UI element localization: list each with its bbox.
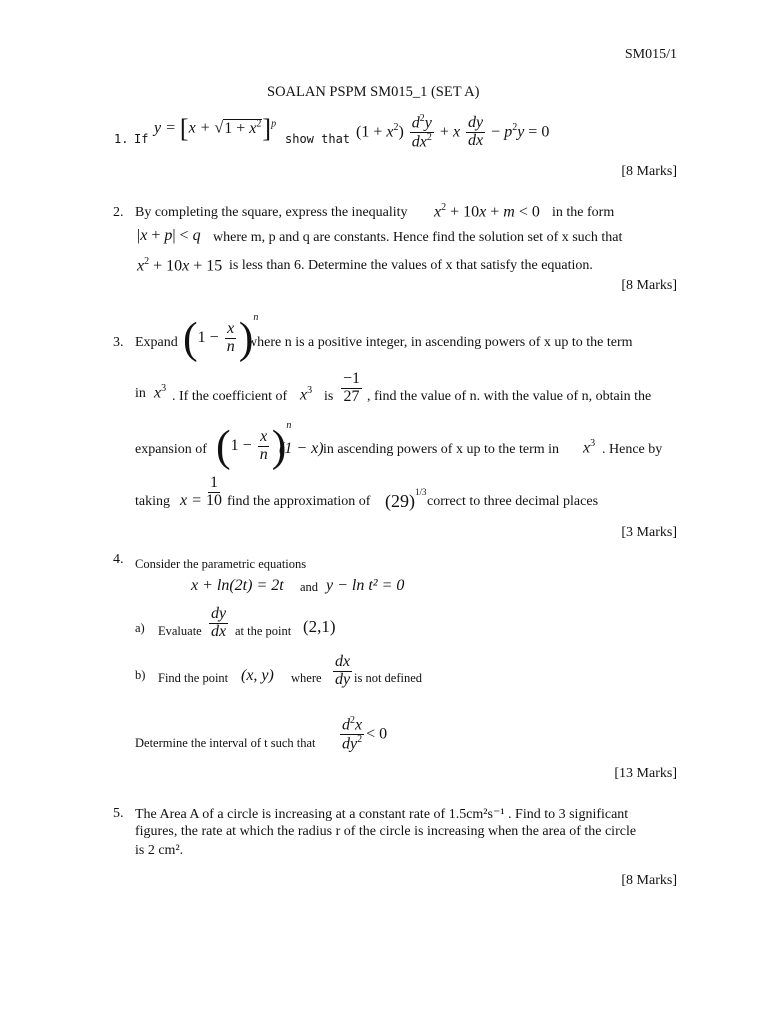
q1-target-equation: $(1 + x^2)$ $\frac{d^2y}{dx^2}$ + x $\frac{dy}{dx}$ − $p^2y = 0$ bbox=[356, 113, 550, 151]
page-title: SOALAN PSPM SM015_1 (SET A) bbox=[267, 84, 480, 100]
q4-part-a-text: Evaluate bbox=[158, 624, 202, 638]
q3-expression-1: (1 − $\frac{x}{n}$ )$^n$ bbox=[183, 312, 259, 363]
q4-equation-a: x + ln(2t) = 2t bbox=[191, 577, 284, 594]
q3-expression-2: (1 − $\frac{x}{n}$ )$^n$ bbox=[216, 420, 292, 471]
q4-part-a-point: (2,1) bbox=[303, 617, 336, 636]
q3-x-cubed-3: $x^3$ bbox=[583, 438, 596, 457]
q3-marks: [3 Marks] bbox=[621, 525, 677, 540]
q5-line3: is 2 cm². bbox=[135, 843, 184, 858]
q4-part-b-where: where bbox=[291, 671, 322, 685]
q4-part-b-not-defined: is not defined bbox=[354, 671, 423, 685]
q4-number: 4. bbox=[113, 552, 124, 567]
q5-number: 5. bbox=[113, 806, 124, 821]
q3-expansion-of: expansion of bbox=[135, 442, 207, 457]
q3-number: 3. bbox=[113, 335, 124, 350]
q3-taking: taking bbox=[135, 494, 170, 509]
document-code: SM015/1 bbox=[624, 47, 677, 62]
q3-correct: correct to three decimal places bbox=[427, 494, 599, 509]
q4-equation-b: y − ln t² = 0 bbox=[326, 577, 405, 594]
q3-power: $(29)^{1/3}$ bbox=[385, 487, 427, 511]
q3-x-equals: x = bbox=[180, 492, 202, 509]
q3-x-fraction: $\frac{1}{10}$ bbox=[206, 474, 222, 509]
q1-show-that: show that bbox=[285, 132, 351, 146]
q4-part-b-text: Find the point bbox=[158, 671, 229, 685]
q3-hence: . Hence by bbox=[602, 442, 663, 457]
q2-line2: where m, p and q are constants. Hence find the solution set of x such that bbox=[213, 230, 623, 245]
q1-marks: [8 Marks] bbox=[621, 164, 677, 179]
q2-number: 2. bbox=[113, 205, 124, 220]
q4-part-b-point: (x, y) bbox=[241, 667, 274, 684]
q3-expand-rest: where n is a positive integer, in ascending powers of x up to the term bbox=[247, 335, 633, 350]
q1-number: 1. bbox=[114, 132, 129, 146]
q2-line1-b: in the form bbox=[552, 205, 615, 220]
q2-line3: is less than 6. Determine the values of x that satisfy the equation. bbox=[229, 258, 593, 273]
q1-if: If bbox=[134, 132, 149, 146]
q3-find-n: , find the value of n. with the value of n, obtain the bbox=[367, 389, 652, 404]
q3-approx: find the approximation of bbox=[227, 494, 371, 509]
q5-line1: The Area A of a circle is increasing at a constant rate of 1.5cm²s⁻¹ . Find to 3 significant bbox=[135, 807, 629, 822]
q3-times-factor: (1 − x) bbox=[279, 440, 324, 457]
q4-intro: Consider the parametric equations bbox=[135, 557, 307, 571]
q4-part-a-label: a) bbox=[135, 621, 145, 635]
q4-dy-dx: $\frac{dy}{dx}$ bbox=[211, 605, 227, 640]
q2-line1-a: By completing the square, express the inequality bbox=[135, 205, 408, 220]
q3-coef-text: . If the coefficient of bbox=[172, 389, 288, 404]
q4-marks: [13 Marks] bbox=[614, 766, 677, 781]
q2-expression: $x^2 + 10x + 15$ bbox=[137, 256, 223, 275]
q5-marks: [8 Marks] bbox=[621, 873, 677, 888]
q2-inequality: $x^2 + 10x + m < 0$ bbox=[434, 202, 540, 221]
q5-line2: figures, the rate at which the radius r of the circle is increasing when the area of the circle bbox=[135, 824, 637, 839]
q4-part-b-label: b) bbox=[135, 668, 146, 682]
q3-in: in bbox=[135, 386, 146, 401]
q1-equation: $y = [x + √1 + x^2]^p$ bbox=[154, 114, 277, 143]
q3-ascending: in ascending powers of x up to the term in bbox=[323, 442, 560, 457]
q4-second-derivative: $\frac{d^2x}{dy^2}$ < 0 bbox=[342, 715, 388, 753]
q3-coef-fraction: $\frac{-1}{27}$ bbox=[343, 370, 361, 405]
q3-is: is bbox=[324, 389, 334, 404]
q4-and: and bbox=[300, 580, 319, 594]
q2-marks: [8 Marks] bbox=[621, 278, 677, 293]
q4-part-c-text: Determine the interval of t such that bbox=[135, 736, 316, 750]
q2-abs-form: |x + p| < q bbox=[137, 227, 201, 244]
q3-expand: Expand bbox=[135, 335, 178, 350]
q4-part-a-at: at the point bbox=[235, 624, 292, 638]
q3-x-cubed-1: $x^3$ bbox=[154, 383, 167, 402]
q4-dx-dy: $\frac{dx}{dy}$ bbox=[335, 653, 351, 688]
q3-x-cubed-2: $x^3$ bbox=[300, 385, 313, 404]
q1-sqrt: $1 + x^2$ bbox=[224, 118, 262, 137]
